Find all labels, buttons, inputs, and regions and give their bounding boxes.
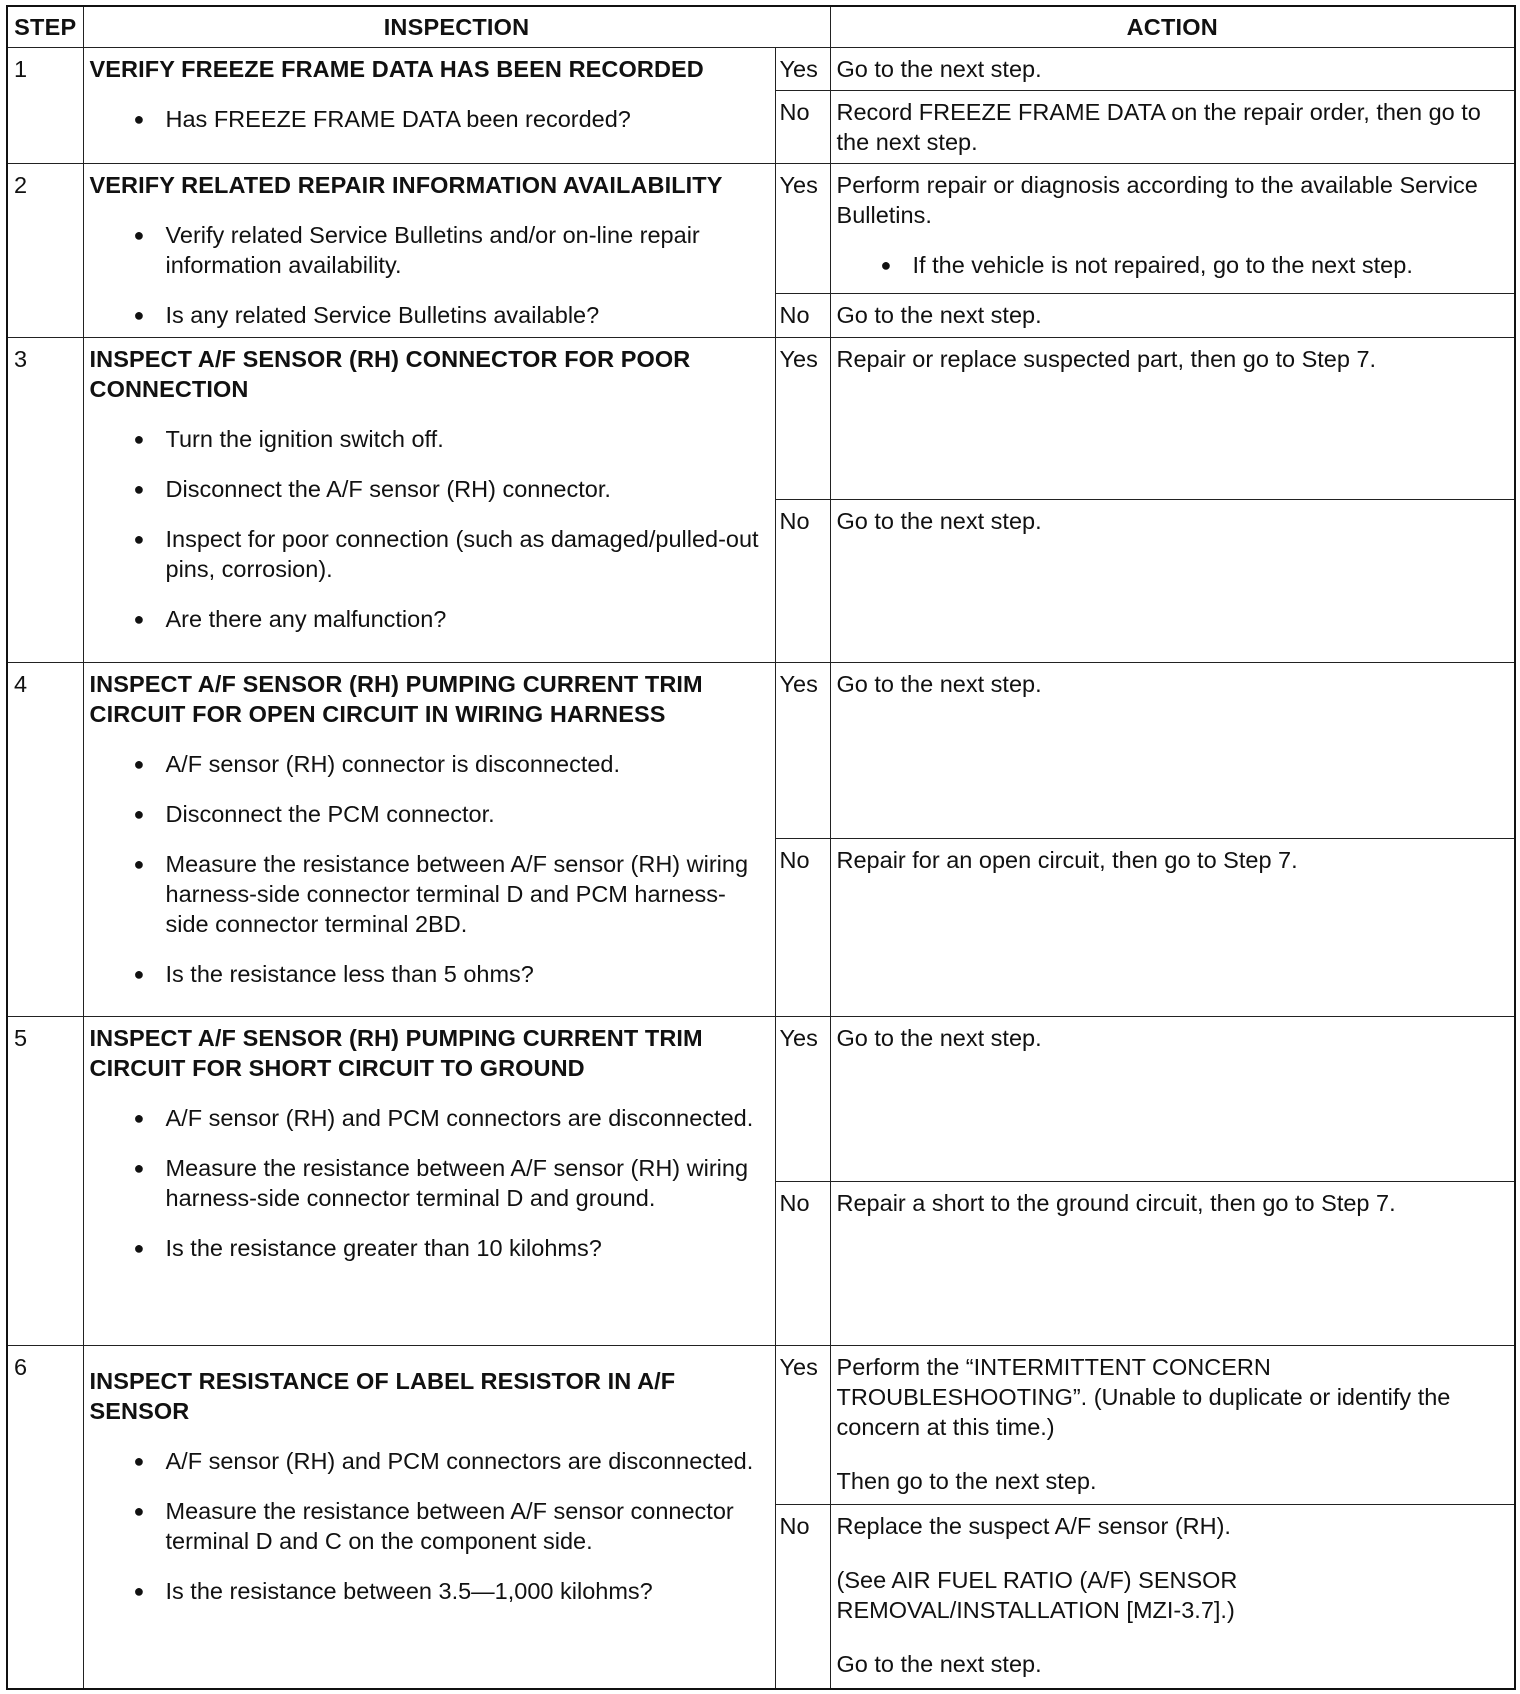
- step-5-yes-row: [7, 1016, 1515, 1181]
- inspection-bullet: ● A/F sensor (RH) connector is disconnected.: [134, 749, 769, 779]
- step-number: 6: [7, 1346, 83, 1689]
- header-step: STEP: [7, 6, 83, 48]
- answer-yes: Yes: [775, 1346, 830, 1504]
- action-text: Record FREEZE FRAME DATA on the repair order, then go to the next step.: [836, 99, 1481, 156]
- answer-yes: Yes: [775, 337, 830, 499]
- inspection-bullet-list: [90, 749, 769, 989]
- action-no: [830, 293, 1515, 337]
- answer-no: No: [775, 839, 830, 1016]
- action-text: (See AIR FUEL RATIO (A/F) SENSOR REMOVAL/INSTALLATION [MZI-3.7].): [836, 1566, 1238, 1623]
- action-text: Perform repair or diagnosis according to the available Service Bulletins.: [836, 172, 1478, 229]
- step-number: 4: [7, 662, 83, 1016]
- action-no: [830, 839, 1515, 1016]
- inspection-bullet: ● A/F sensor (RH) and PCM connectors are disconnected.: [134, 1446, 769, 1476]
- answer-no: No: [775, 293, 830, 337]
- inspection-bullet-list: [90, 220, 769, 330]
- action-yes: [830, 662, 1515, 838]
- action-bullet: ● If the vehicle is not repaired, go to the next step.: [881, 250, 1509, 280]
- action-text: Repair for an open circuit, then go to Step 7.: [836, 847, 1298, 874]
- inspection-bullet: ● Verify related Service Bulletins and/or on-line repair information availability.: [134, 220, 769, 280]
- header-row: [7, 6, 1515, 48]
- step-number: 1: [7, 48, 83, 164]
- inspection-bullet: ● Are there any malfunction?: [134, 604, 769, 634]
- answer-yes: Yes: [775, 48, 830, 91]
- step-2-yes-row: [7, 164, 1515, 294]
- answer-yes: Yes: [775, 164, 830, 294]
- inspection-bullet: ● Measure the resistance between A/F sensor connector terminal D and C on the component side.: [134, 1496, 769, 1556]
- action-yes: [830, 1016, 1515, 1181]
- inspection-bullet-list: [90, 1103, 769, 1263]
- action-yes: [830, 48, 1515, 91]
- inspection-title: INSPECT A/F SENSOR (RH) PUMPING CURRENT TRIM CIRCUIT FOR OPEN CIRCUIT IN WIRING HARNESS: [89, 670, 703, 727]
- action-bullet-list: [837, 250, 1509, 280]
- inspection-bullet: ● A/F sensor (RH) and PCM connectors are disconnected.: [134, 1103, 769, 1133]
- action-yes: [830, 164, 1515, 294]
- action-text: Repair or replace suspected part, then go to Step 7.: [836, 345, 1377, 372]
- inspection-bullet-list: [90, 1446, 769, 1606]
- step-1-yes-row: [7, 48, 1515, 91]
- answer-no: No: [775, 91, 830, 164]
- action-text: Repair a short to the ground circuit, then go to Step 7.: [836, 1190, 1396, 1217]
- answer-no: No: [775, 500, 830, 662]
- inspection-bullet: ● Inspect for poor connection (such as damaged/pulled-out pins, corrosion).: [134, 524, 769, 584]
- inspection-bullet: ● Measure the resistance between A/F sensor (RH) wiring harness-side connector terminal D and ground.: [134, 1153, 769, 1213]
- step-number: 3: [7, 337, 83, 662]
- inspection-bullet: ● Is the resistance greater than 10 kilohms?: [134, 1233, 769, 1263]
- inspection-bullet: ● Measure the resistance between A/F sensor (RH) wiring harness-side connector terminal D and PCM harness-side connector terminal 2BD.: [134, 849, 769, 939]
- inspection-bullet: ● Disconnect the A/F sensor (RH) connector.: [134, 474, 769, 504]
- action-no: [830, 1504, 1515, 1689]
- header-action: ACTION: [830, 6, 1515, 48]
- inspection-cell: [83, 662, 775, 1016]
- action-no: [830, 91, 1515, 164]
- inspection-title: VERIFY RELATED REPAIR INFORMATION AVAILABILITY: [89, 172, 723, 199]
- action-text: Go to the next step.: [836, 1650, 1042, 1677]
- inspection-bullet-list: [90, 104, 769, 134]
- inspection-cell: [83, 164, 775, 337]
- action-text: Go to the next step.: [836, 301, 1042, 328]
- answer-no: No: [775, 1504, 830, 1689]
- action-text: Go to the next step.: [836, 56, 1042, 82]
- answer-no: No: [775, 1182, 830, 1346]
- inspection-title: INSPECT RESISTANCE OF LABEL RESISTOR IN A/F SENSOR: [89, 1368, 676, 1425]
- inspection-bullet: ● Is the resistance between 3.5—1,000 kilohms?: [134, 1576, 769, 1606]
- diagnostic-procedure-table: [6, 5, 1516, 1690]
- inspection-bullet: ● Is any related Service Bulletins available?: [134, 300, 769, 330]
- step-4-yes-row: [7, 662, 1515, 838]
- action-yes: [830, 337, 1515, 499]
- action-text: Then go to the next step.: [836, 1468, 1097, 1495]
- inspection-title: INSPECT A/F SENSOR (RH) PUMPING CURRENT TRIM CIRCUIT FOR SHORT CIRCUIT TO GROUND: [89, 1024, 703, 1081]
- inspection-cell: [83, 1016, 775, 1346]
- inspection-bullet-list: [90, 424, 769, 634]
- step-number: 5: [7, 1016, 83, 1346]
- inspection-cell: [83, 337, 775, 662]
- action-no: [830, 500, 1515, 662]
- action-text: Replace the suspect A/F sensor (RH).: [836, 1512, 1231, 1539]
- inspection-title: VERIFY FREEZE FRAME DATA HAS BEEN RECORDED: [89, 56, 704, 82]
- inspection-cell: [83, 1346, 775, 1689]
- answer-yes: Yes: [775, 662, 830, 838]
- step-number: 2: [7, 164, 83, 337]
- action-text: Perform the “INTERMITTENT CONCERN TROUBLESHOOTING”. (Unable to duplicate or identify the concern at this time.): [836, 1354, 1451, 1441]
- action-text: Go to the next step.: [836, 1024, 1042, 1051]
- action-no: [830, 1182, 1515, 1346]
- inspection-title: INSPECT A/F SENSOR (RH) CONNECTOR FOR POOR CONNECTION: [89, 345, 691, 402]
- answer-yes: Yes: [775, 1016, 830, 1181]
- step-3-yes-row: [7, 337, 1515, 499]
- action-text: Go to the next step.: [836, 670, 1042, 697]
- action-text: Go to the next step.: [836, 508, 1042, 535]
- inspection-bullet: ● Disconnect the PCM connector.: [134, 799, 769, 829]
- inspection-cell: [83, 48, 775, 164]
- action-yes: [830, 1346, 1515, 1504]
- inspection-bullet: ● Has FREEZE FRAME DATA been recorded?: [134, 104, 769, 134]
- inspection-bullet: ● Is the resistance less than 5 ohms?: [134, 959, 769, 989]
- inspection-bullet: ● Turn the ignition switch off.: [134, 424, 769, 454]
- diagnostic-table-container: [6, 5, 1516, 1690]
- step-6-yes-row: [7, 1346, 1515, 1504]
- header-inspection: INSPECTION: [83, 6, 830, 48]
